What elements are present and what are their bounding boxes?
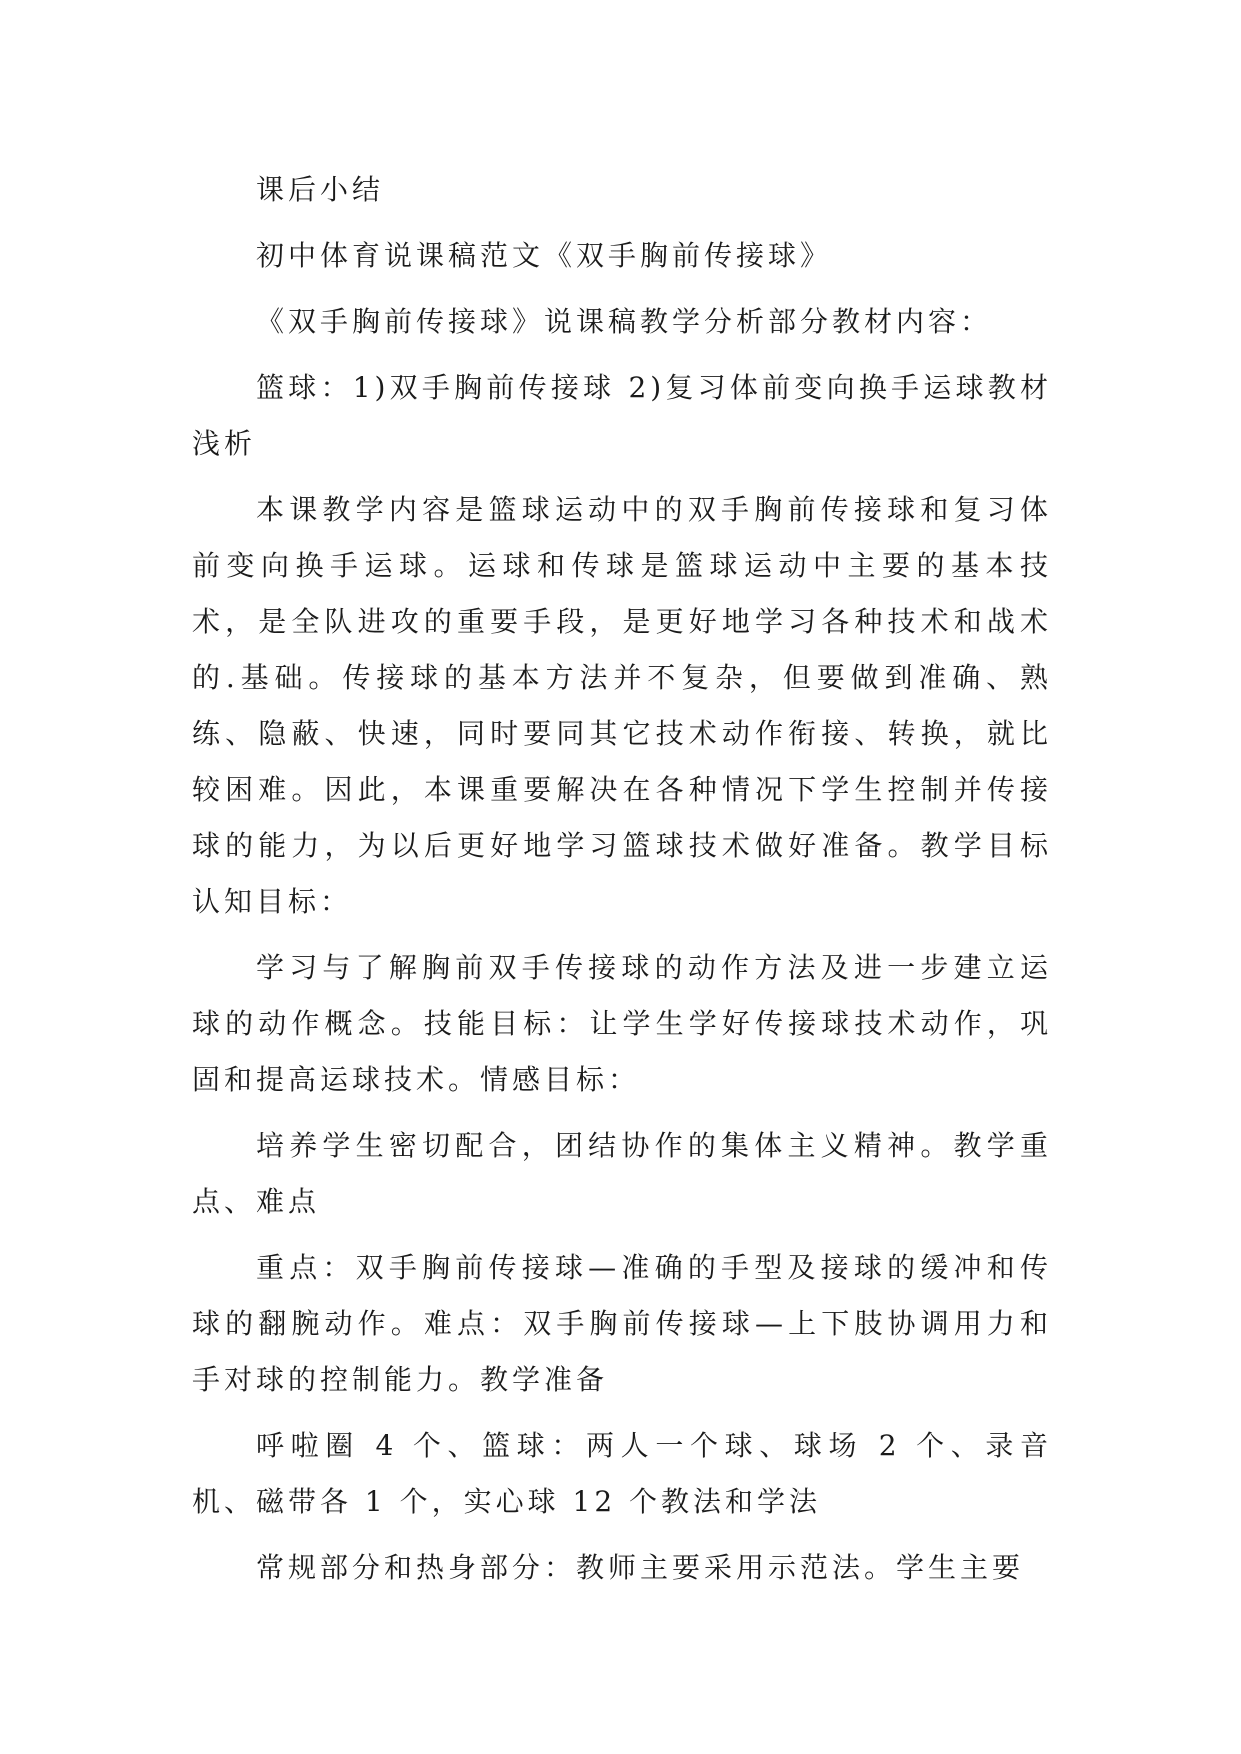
paragraph-summary-heading: 课后小结 — [256, 173, 385, 206]
document-page — [192, 162, 1052, 1606]
paragraph-teaching-materials: 呼啦圈 4 个、篮球：两人一个球、球场 2 个、录音机、磁带各 1 个，实心球 12 个教法和学法 — [192, 1429, 1052, 1518]
paragraph-emotional-goal: 培养学生密切配合，团结协作的集体主义精神。教学重点、难点 — [192, 1129, 1052, 1218]
paragraph-basketball-content: 篮球：1)双手胸前传接球 2)复习体前变向换手运球教材浅析 — [192, 371, 1052, 460]
paragraph-methods: 常规部分和热身部分：教师主要采用示范法。学生主要 — [256, 1551, 1025, 1584]
paragraph-key-points: 重点：双手胸前传接球—准确的手型及接球的缓冲和传球的翻腕动作。难点：双手胸前传接球—上下肢协调用力和手对球的控制能力。教学准备 — [192, 1251, 1052, 1396]
paragraph-lesson-content: 本课教学内容是篮球运动中的双手胸前传接球和复习体前变向换手运球。运球和传球是篮球运动中主要的基本技术，是全队进攻的重要手段，是更好地学习各种技术和战术的.基础。传接球的基本方法并不复杂，但要做到准确、熟练、隐蔽、快速，同时要同其它技术动作衔接、转换，就比较困难。因此，本课重要解决在各种情况下学生控制并传接球的能力，为以后更好地学习篮球技术做好准备。教学目标认知目标： — [192, 493, 1052, 918]
paragraph-teaching-analysis: 《双手胸前传接球》说课稿教学分析部分教材内容： — [256, 305, 993, 338]
paragraph-learning-goals: 学习与了解胸前双手传接球的动作方法及进一步建立运球的动作概念。技能目标：让学生学好传接球技术动作，巩固和提高运球技术。情感目标： — [192, 951, 1052, 1096]
paragraph-document-title: 初中体育说课稿范文《双手胸前传接球》 — [256, 239, 833, 272]
